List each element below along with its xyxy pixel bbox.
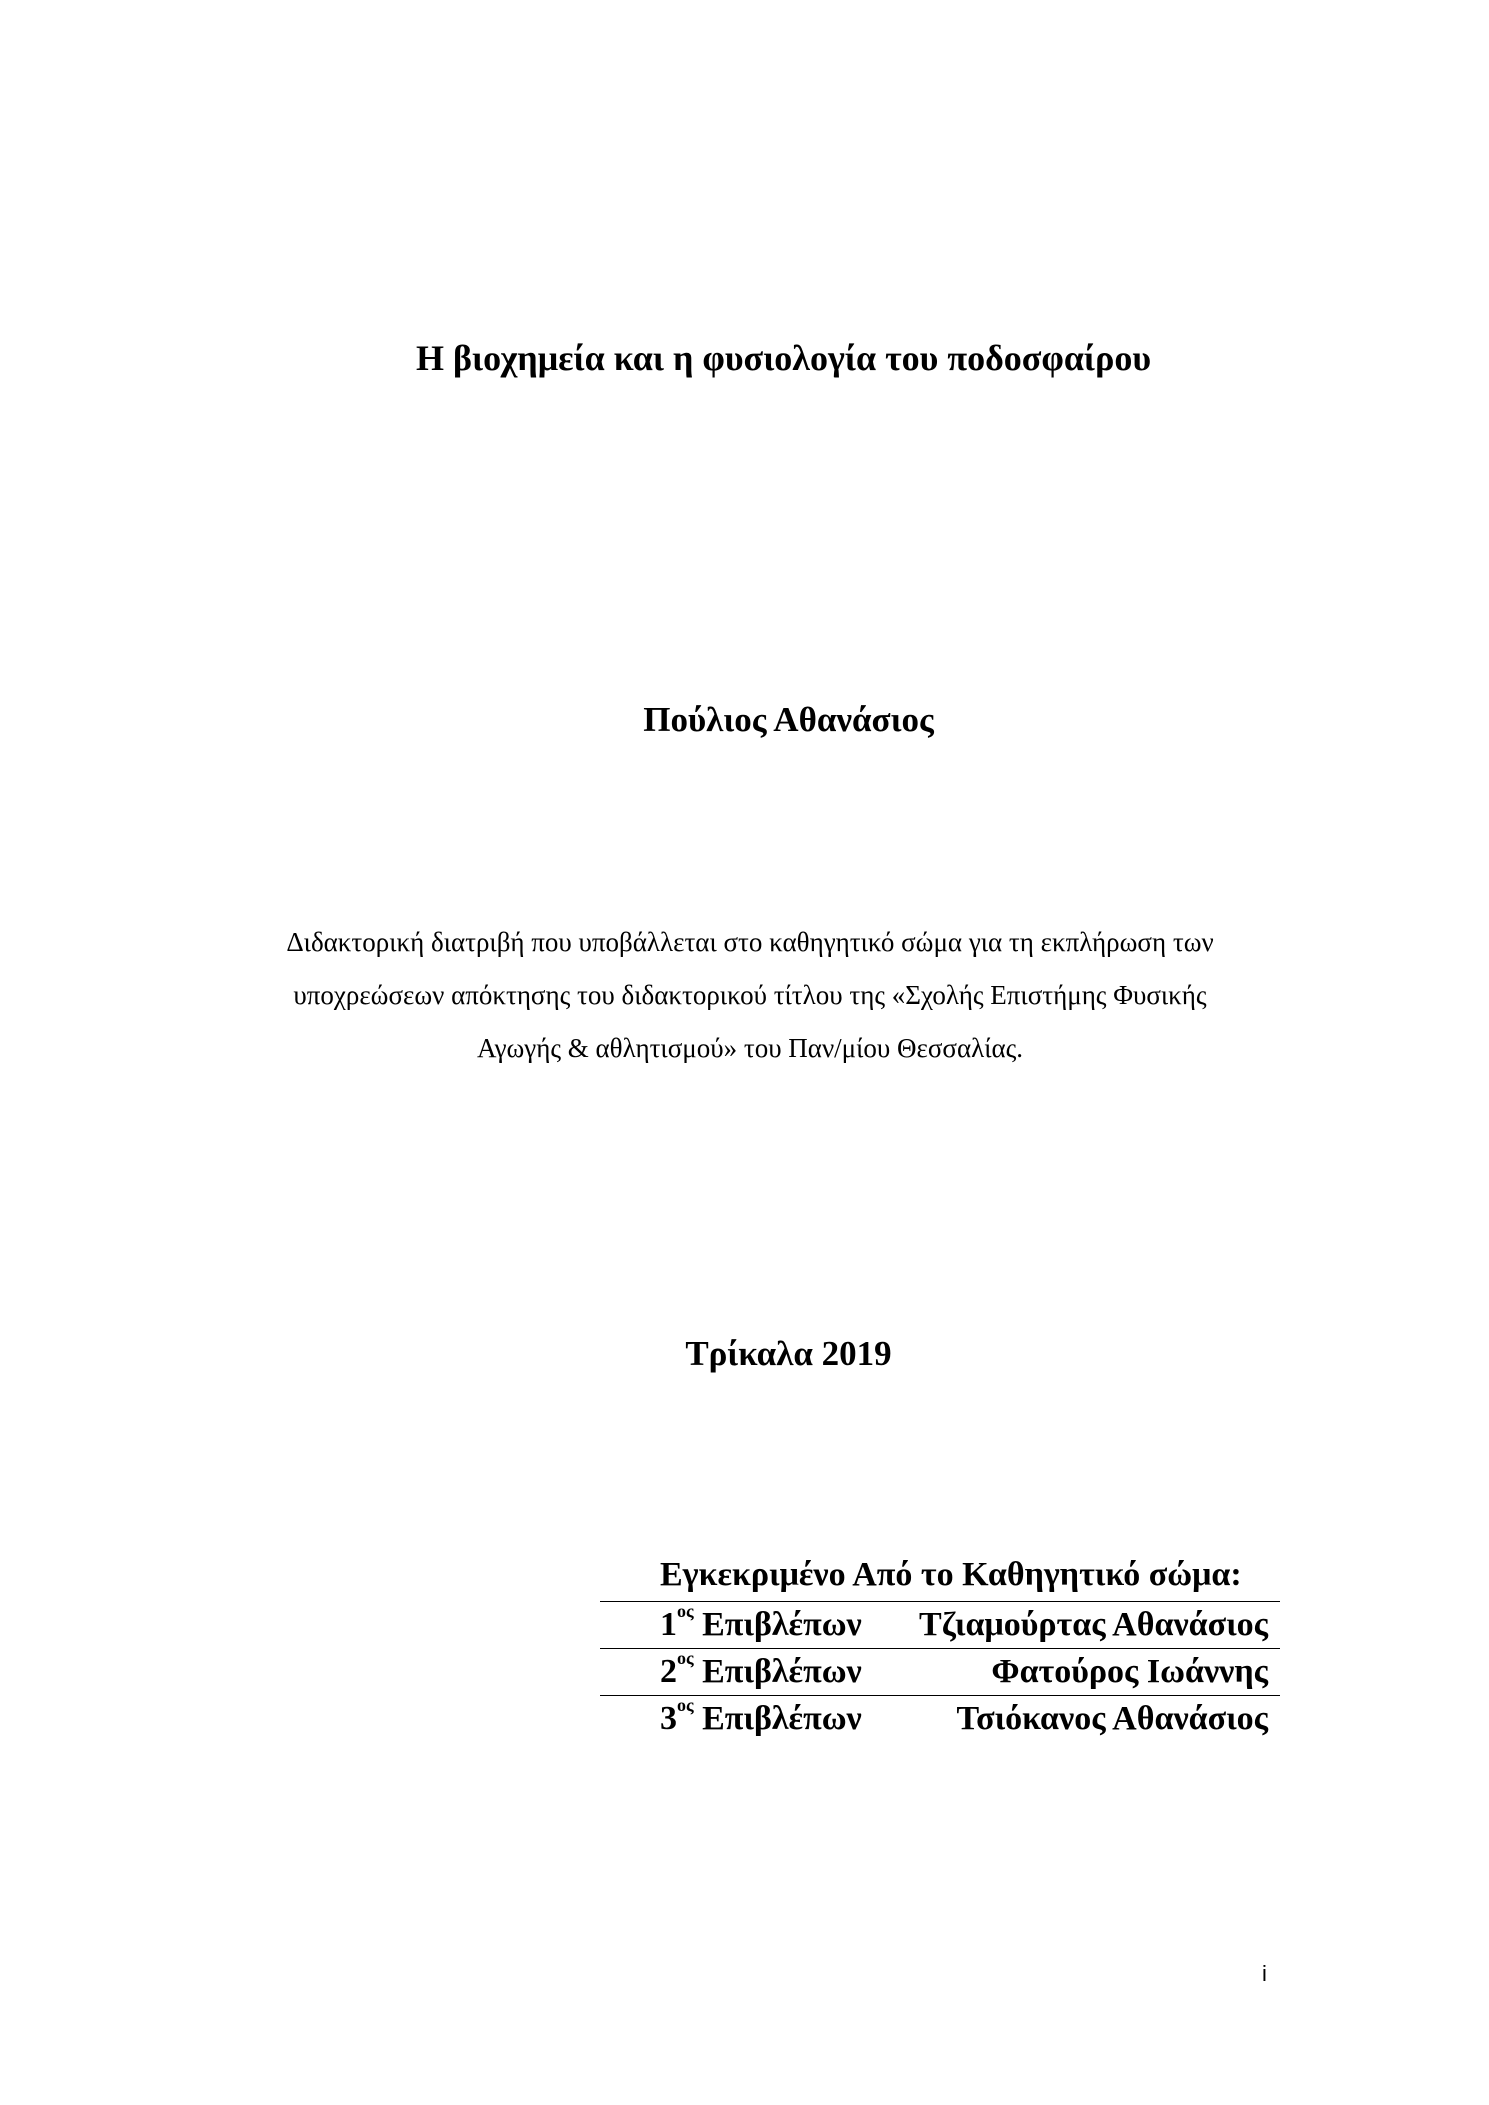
ordinal-suffix: ος: [677, 1600, 694, 1621]
ordinal-suffix: ος: [677, 1647, 694, 1668]
place-and-year: Τρίκαλα 2019: [685, 1334, 892, 1373]
thesis-description: [220, 916, 1280, 1075]
role-label: Επιβλέπων: [702, 1700, 862, 1737]
committee-role: [600, 1696, 886, 1743]
ordinal-number: 2: [660, 1653, 677, 1690]
committee-role: [600, 1602, 886, 1649]
role-label: Επιβλέπων: [702, 1606, 862, 1643]
committee-row: [600, 1649, 1280, 1696]
committee-role: [600, 1649, 886, 1696]
ordinal: [660, 1600, 694, 1643]
committee-row: [600, 1602, 1280, 1649]
committee-member-name: Τζιαμούρτας Αθανάσιος: [919, 1606, 1268, 1643]
description-line: υποχρεώσεων απόκτησης του διδακτορικού τίτλου της «Σχολής Επιστήμης Φυσικής: [293, 980, 1207, 1010]
thesis-title: Η βιοχημεία και η φυσιολογία του ποδοσφαίρου: [415, 338, 1152, 378]
author-name: Πούλιος Αθανάσιος: [643, 700, 934, 739]
committee-heading: Εγκεκριμένο Από το Καθηγητικό σώμα:: [660, 1556, 1242, 1593]
description-line: Αγωγής & αθλητισμού» του Παν/μίου Θεσσαλίας.: [476, 1033, 1024, 1063]
ordinal: [660, 1694, 694, 1737]
ordinal-number: 3: [660, 1700, 677, 1737]
committee-table: [600, 1601, 1280, 1742]
committee-member-name: Φατούρος Ιωάννης: [991, 1653, 1268, 1690]
committee-member-name: Τσιόκανος Αθανάσιος: [956, 1700, 1268, 1737]
page-number: i: [1262, 1961, 1267, 1986]
committee-row: [600, 1696, 1280, 1743]
description-line: Διδακτορική διατριβή που υποβάλλεται στο καθηγητικό σώμα για τη εκπλήρωση των: [286, 927, 1214, 957]
role-label: Επιβλέπων: [702, 1653, 862, 1690]
ordinal: [660, 1647, 694, 1690]
ordinal-suffix: ος: [677, 1694, 694, 1715]
ordinal-number: 1: [660, 1606, 677, 1643]
